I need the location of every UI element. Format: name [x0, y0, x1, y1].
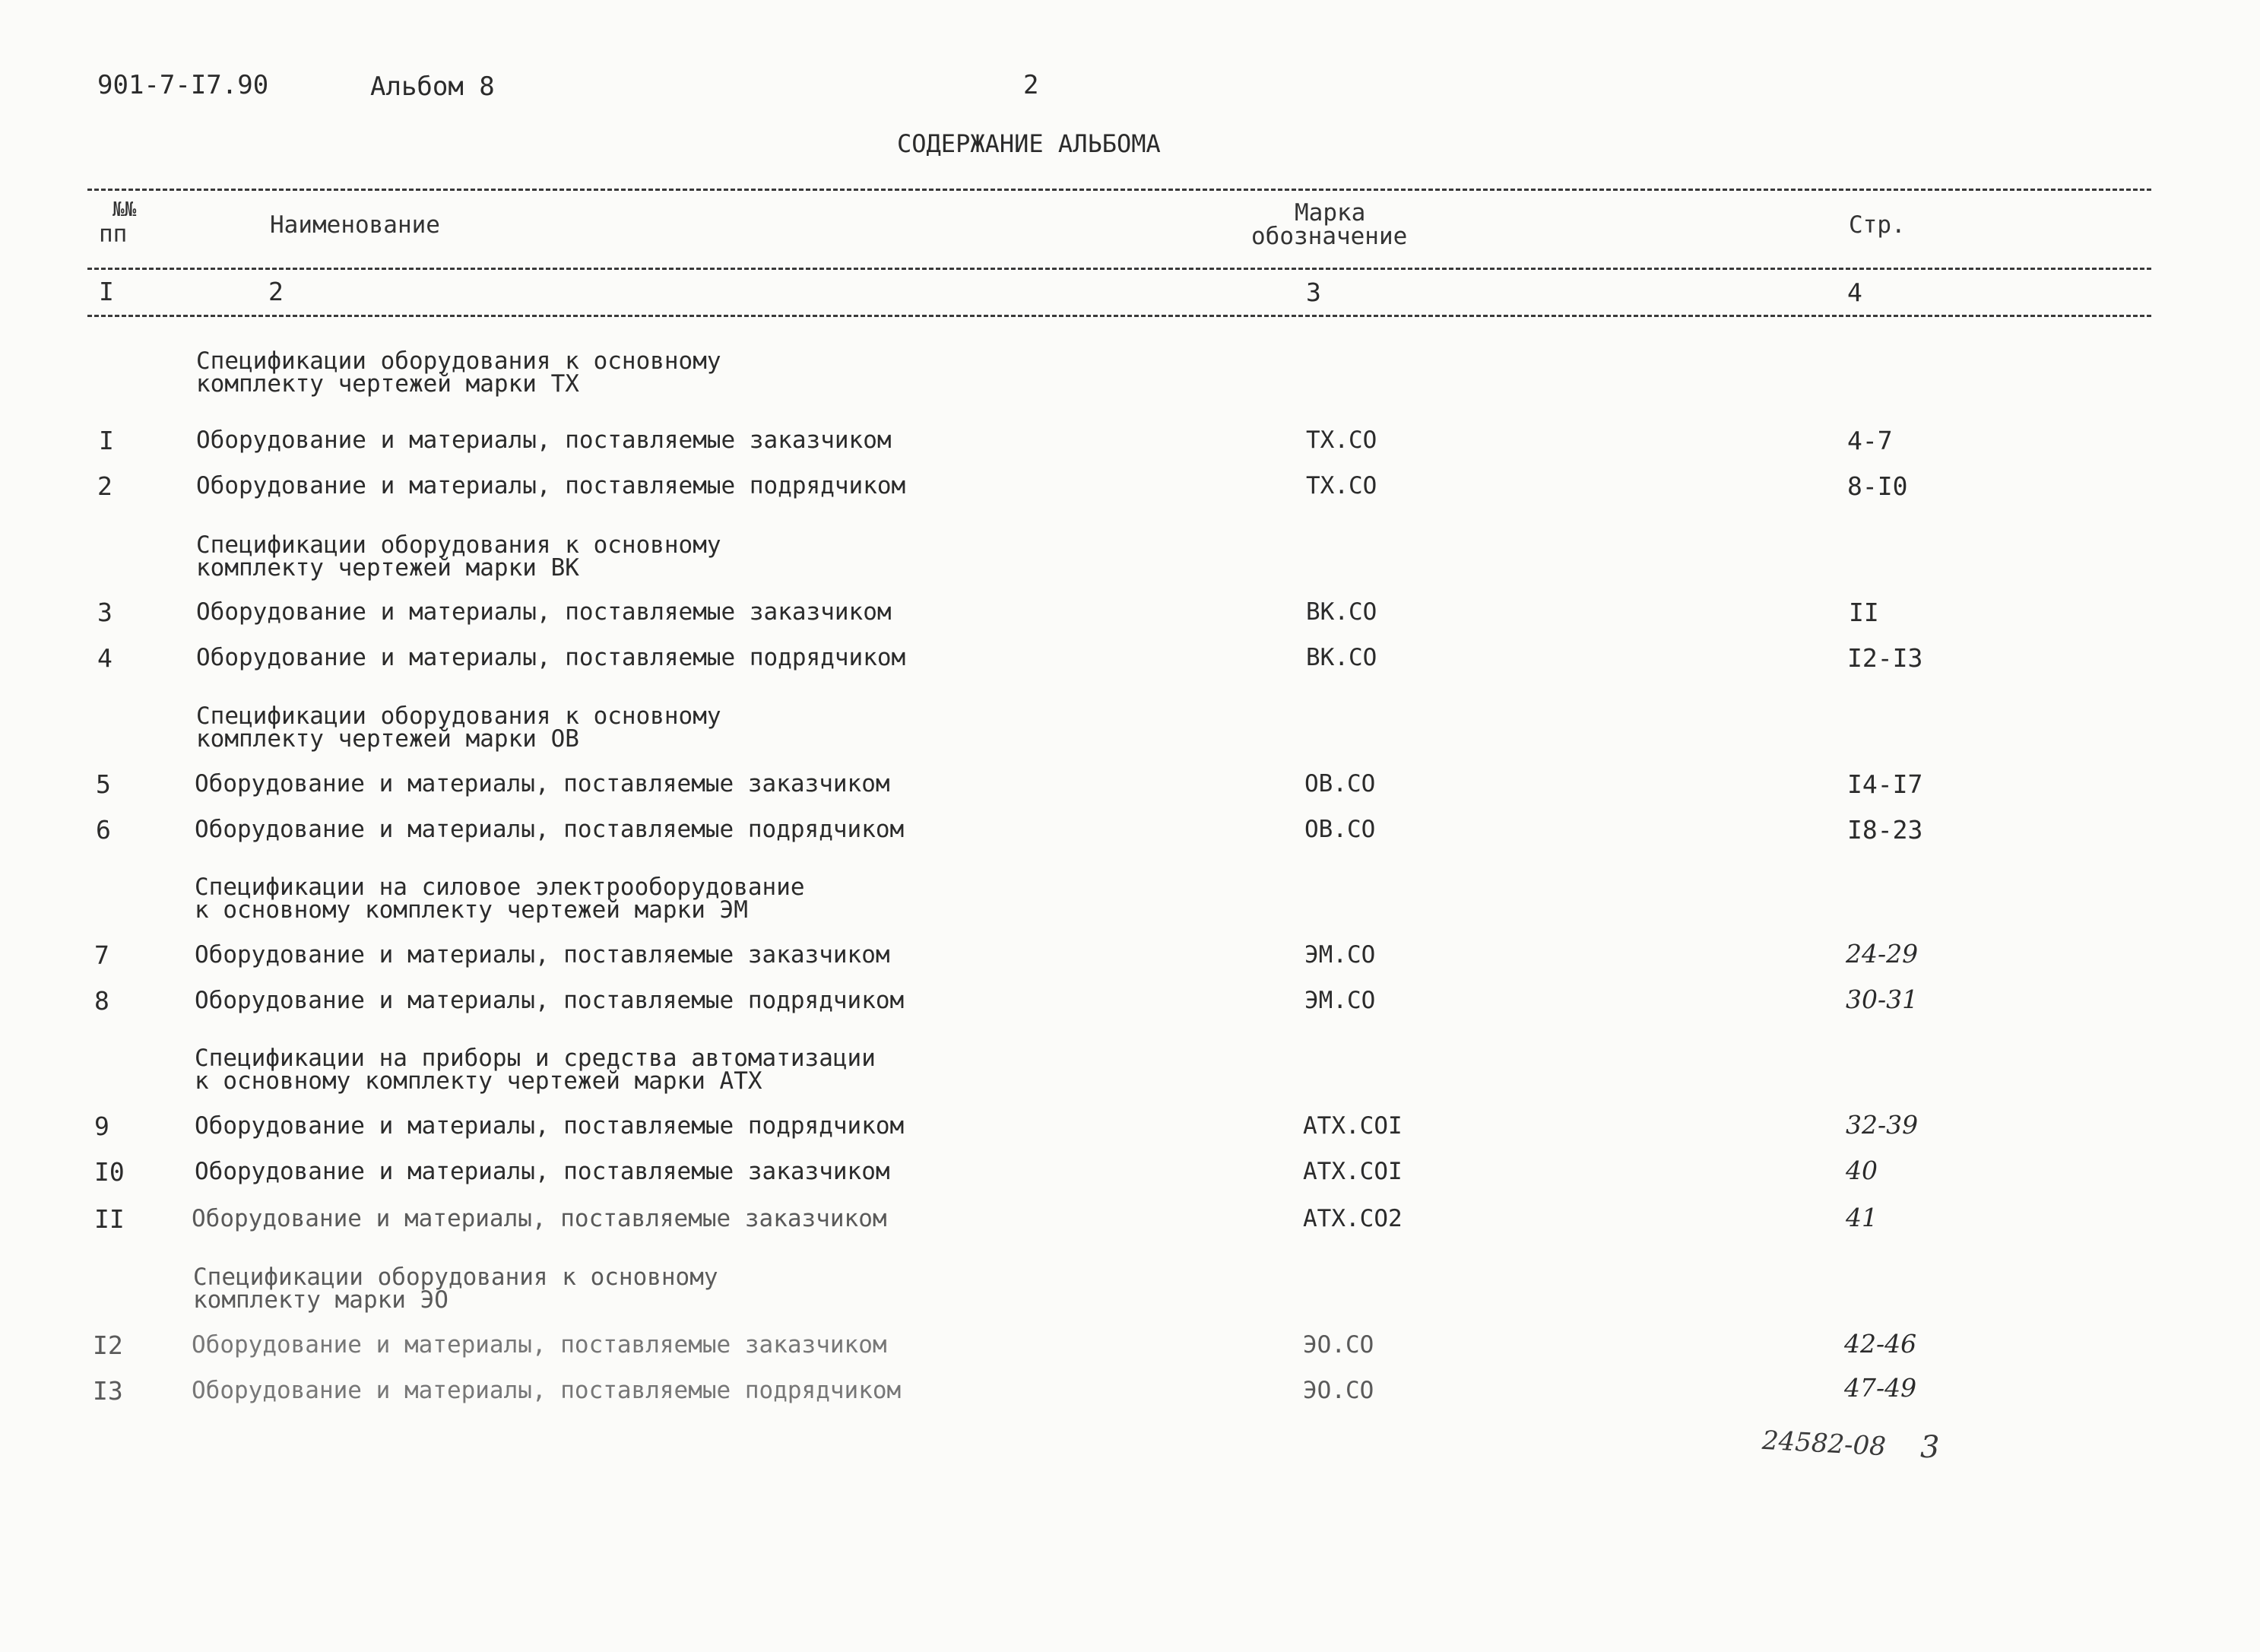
- row-mark: ЭМ.СО: [1304, 941, 1376, 969]
- section-heading-line2: комплекту чертежей марки ТХ: [196, 370, 579, 398]
- row-number: I2: [93, 1330, 123, 1360]
- row-pages: I2-I3: [1847, 643, 1923, 673]
- row-pages: 24-29: [1846, 939, 1919, 969]
- row-name: Оборудование и материалы, поставляемые заказчиком: [195, 770, 890, 797]
- row-pages: 42-46: [1844, 1329, 1917, 1359]
- row-mark: ОВ.СО: [1304, 816, 1376, 843]
- table-head-rule: [87, 268, 2151, 270]
- row-pages: I4-I7: [1847, 769, 1923, 799]
- row-number: 6: [96, 815, 111, 845]
- column-number-4: 4: [1847, 277, 1862, 307]
- row-pages: 41: [1846, 1203, 1878, 1232]
- section-heading: [193, 1264, 718, 1314]
- row-name: Оборудование и материалы, поставляемые подрядчиком: [195, 1112, 905, 1140]
- row-name: Оборудование и материалы, поставляемые заказчиком: [192, 1205, 887, 1232]
- section-heading-line1: Спецификации оборудования к основному: [196, 702, 721, 730]
- row-mark: ЭО.СО: [1303, 1331, 1374, 1359]
- column-header-number-line1: №№: [113, 198, 137, 221]
- section-heading-line1: Спецификации оборудования к основному: [196, 531, 721, 559]
- row-number: 8: [94, 986, 109, 1016]
- sheet-number: 3: [1920, 1430, 1940, 1465]
- row-mark: ЭМ.СО: [1304, 987, 1376, 1014]
- row-name: Оборудование и материалы, поставляемые подрядчиком: [196, 472, 906, 499]
- row-pages: 30-31: [1846, 985, 1919, 1014]
- row-pages: 4-7: [1847, 426, 1893, 455]
- row-number: 3: [97, 598, 113, 627]
- section-heading: [196, 702, 721, 753]
- column-number-3: 3: [1306, 277, 1321, 307]
- row-number: 4: [97, 643, 113, 673]
- column-header-mark-line2: обозначение: [1251, 223, 1408, 250]
- row-name: Оборудование и материалы, поставляемые заказчиком: [196, 426, 892, 454]
- inventory-number: 24582-08: [1761, 1425, 1887, 1463]
- row-mark: ТХ.СО: [1306, 472, 1377, 499]
- row-mark: АТХ.СО2: [1303, 1205, 1403, 1232]
- row-number: 5: [96, 769, 111, 799]
- row-number: I0: [94, 1157, 125, 1187]
- row-name: Оборудование и материалы, поставляемые заказчиком: [192, 1331, 887, 1359]
- row-pages: 8-I0: [1847, 471, 1908, 501]
- page-title: СОДЕРЖАНИЕ АЛЬБОМА: [897, 129, 1161, 158]
- section-heading-line1: Спецификации оборудования к основному: [193, 1264, 718, 1291]
- column-header-name: Наименование: [270, 211, 440, 239]
- row-number: II: [94, 1204, 125, 1234]
- row-number: I3: [93, 1376, 123, 1406]
- row-number: 2: [97, 471, 113, 501]
- row-mark: АТХ.СОI: [1303, 1112, 1403, 1140]
- row-mark: ВК.СО: [1306, 598, 1377, 626]
- row-name: Оборудование и материалы, поставляемые заказчиком: [196, 598, 892, 626]
- section-heading: [195, 1045, 876, 1095]
- page-number: 2: [1023, 70, 1039, 100]
- section-heading: [195, 874, 805, 924]
- row-name: Оборудование и материалы, поставляемые заказчиком: [195, 1158, 890, 1185]
- column-header-page: Стр.: [1849, 211, 1906, 239]
- row-name: Оборудование и материалы, поставляемые подрядчиком: [196, 644, 906, 671]
- row-pages: 32-39: [1846, 1110, 1919, 1140]
- column-header-mark-line1: Марка: [1295, 199, 1366, 227]
- column-header-number-line2: пп: [99, 220, 128, 248]
- column-number-2: 2: [268, 277, 284, 306]
- row-mark: ОВ.СО: [1304, 770, 1376, 797]
- row-name: Оборудование и материалы, поставляемые подрядчиком: [192, 1377, 902, 1404]
- row-name: Оборудование и материалы, поставляемые подрядчиком: [195, 987, 905, 1014]
- row-pages: II: [1849, 598, 1879, 627]
- row-mark: АТХ.СОI: [1303, 1158, 1403, 1185]
- section-heading-line1: Спецификации на приборы и средства автоматизации: [195, 1045, 876, 1072]
- row-name: Оборудование и материалы, поставляемые подрядчиком: [195, 816, 905, 843]
- section-heading-line2: комплекту чертежей марки ВК: [196, 554, 579, 582]
- section-heading: [196, 347, 721, 398]
- section-heading-line2: к основному комплекту чертежей марки АТХ: [195, 1067, 762, 1095]
- section-heading: [196, 531, 721, 582]
- row-pages: 40: [1846, 1156, 1878, 1185]
- section-heading-line2: комплекту чертежей марки ОВ: [196, 725, 579, 753]
- table-top-rule: [87, 189, 2151, 191]
- album-label: Альбом 8: [370, 71, 495, 102]
- row-number: 7: [94, 940, 109, 970]
- row-pages: 47-49: [1844, 1373, 1917, 1403]
- row-name: Оборудование и материалы, поставляемые заказчиком: [195, 941, 890, 969]
- section-heading-line2: к основному комплекту чертежей марки ЭМ: [195, 896, 748, 924]
- row-pages: I8-23: [1847, 815, 1923, 845]
- section-heading-line1: Спецификации на силовое электрооборудование: [195, 874, 805, 901]
- section-heading-line1: Спецификации оборудования к основному: [196, 347, 721, 375]
- row-number: I: [99, 426, 114, 455]
- row-mark: ЭО.СО: [1303, 1377, 1374, 1404]
- column-numbers-rule: [87, 315, 2151, 317]
- column-number-1: I: [99, 277, 114, 306]
- row-number: 9: [94, 1111, 109, 1141]
- document-code: 901-7-I7.90: [97, 70, 269, 100]
- row-mark: ВК.СО: [1306, 644, 1377, 671]
- row-mark: ТХ.СО: [1306, 426, 1377, 454]
- section-heading-line2: комплекту марки ЭО: [193, 1286, 449, 1314]
